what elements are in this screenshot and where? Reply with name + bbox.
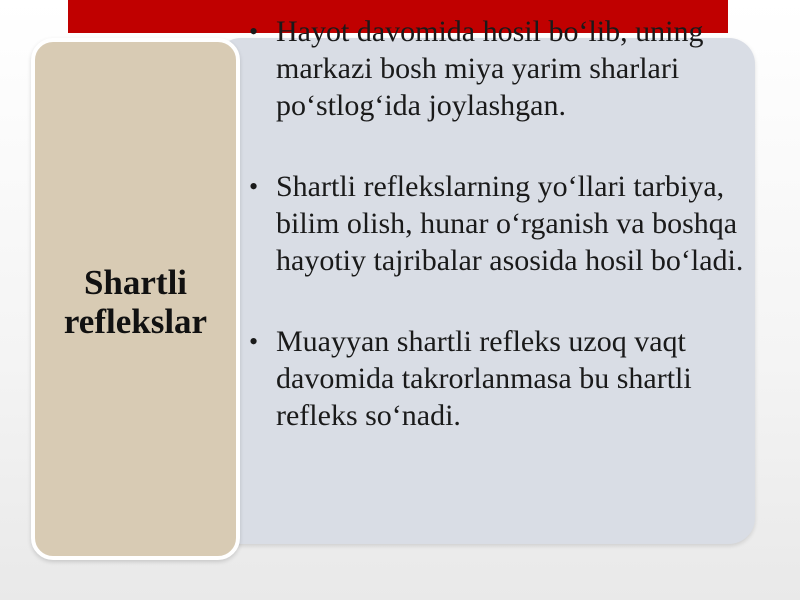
bullet-text: Muayyan shartli refleks uzoq vaqt davomida takrorlanmasa bu shartli refleks so‘nadi. (276, 325, 692, 432)
bullet-text: Shartli reflekslarning yo‘llari tarbiya, bilim olish, hunar o‘rganish va boshqa hayotiy tajribalar asosida hosil bo‘ladi. (276, 170, 744, 277)
heading-text (64, 257, 207, 341)
bullet-list (249, 13, 749, 434)
bullet-item-1 (249, 13, 749, 124)
bullet-dot-icon: • (249, 327, 259, 356)
bullet-item-2 (249, 168, 749, 279)
bullet-item-3 (249, 323, 749, 434)
bullet-dot-icon: • (249, 172, 259, 201)
bullet-dot-icon: • (249, 17, 259, 46)
bullet-text: Hayot davomida hosil bo‘lib, uning markazi bosh miya yarim sharlari po‘stlog‘ida joylashgan. (276, 15, 704, 122)
heading-line-1: Shartli (83, 263, 188, 302)
heading-line-2: reflekslar (63, 302, 208, 341)
heading-box (31, 38, 240, 560)
